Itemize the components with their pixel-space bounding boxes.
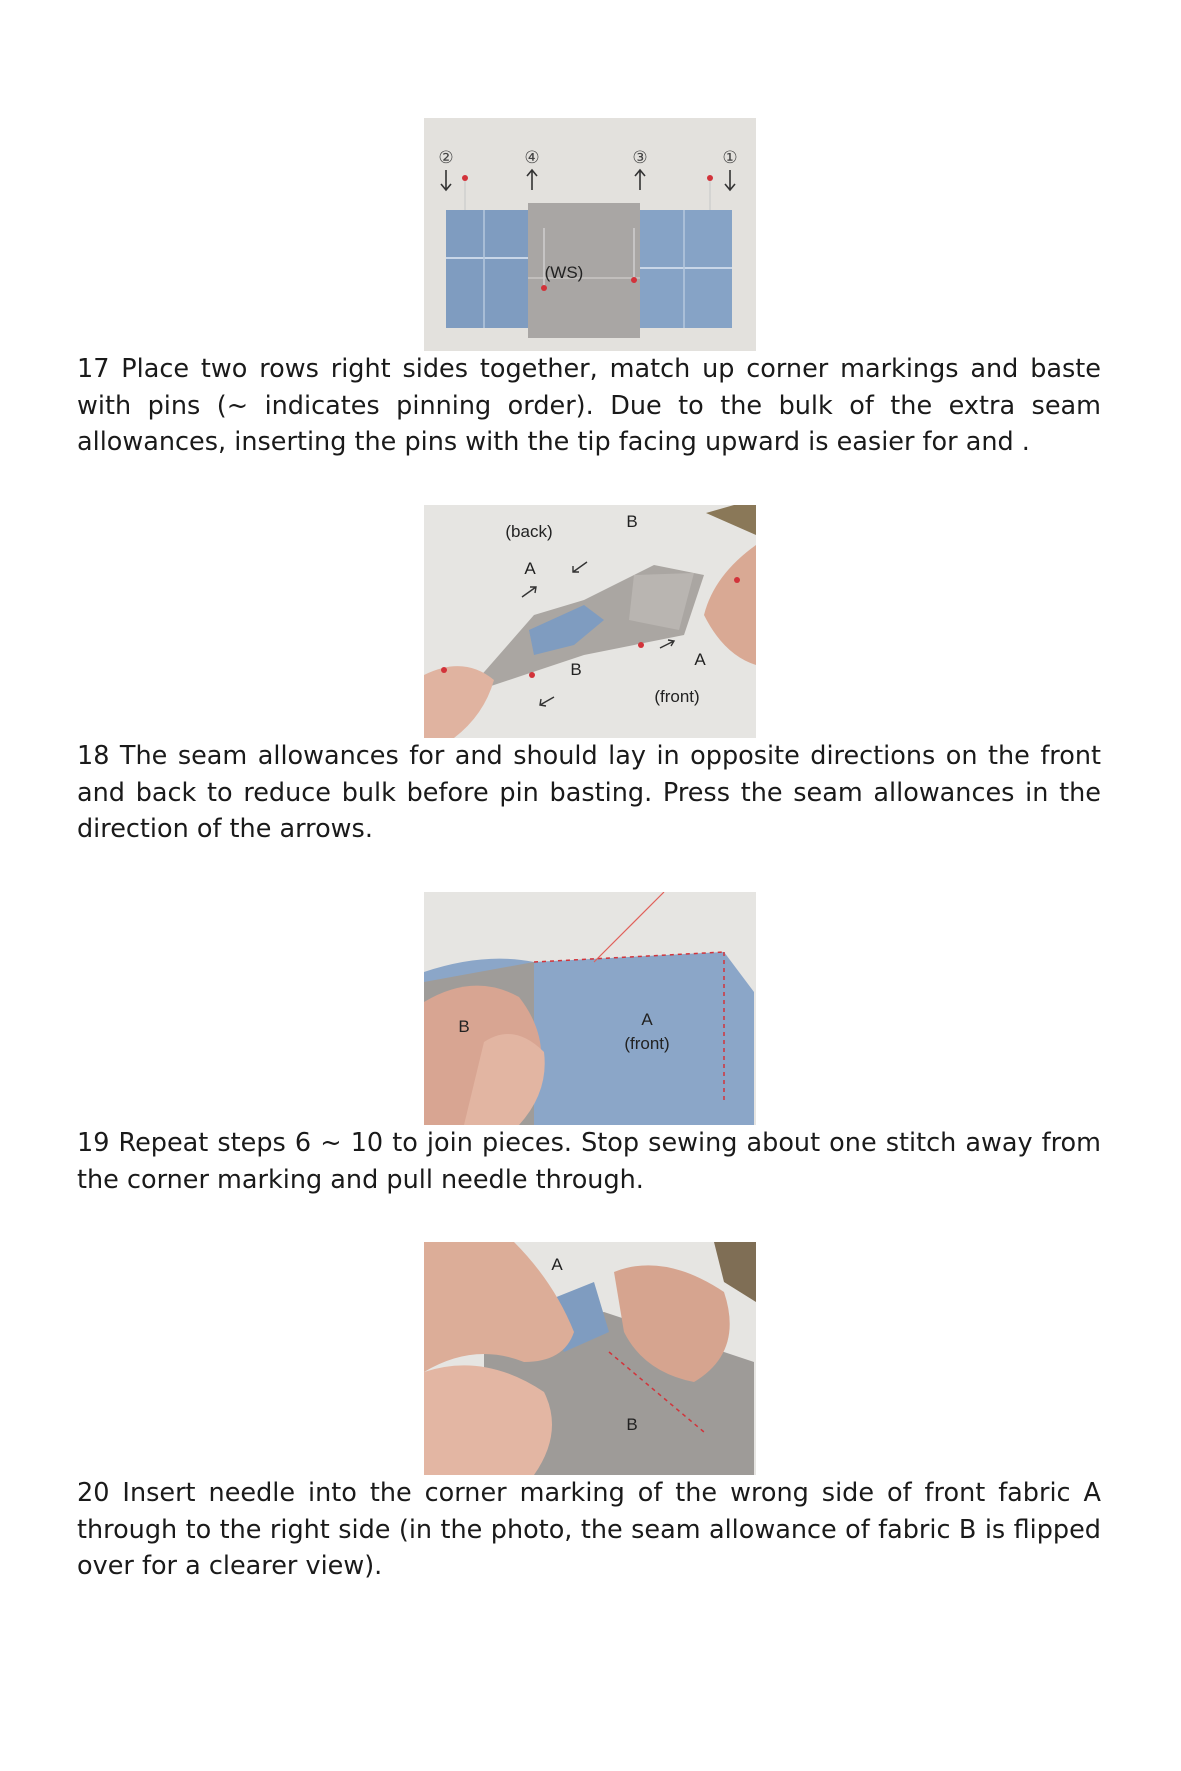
- step-17-photo: [424, 118, 756, 351]
- a-label: A: [551, 1255, 563, 1274]
- step-20-photo: [424, 1242, 756, 1475]
- a-right-label: A: [694, 650, 706, 669]
- order-2-label: ②: [438, 148, 454, 168]
- step-20-caption: 20 Insert needle into the corner marking of the wrong side of front fabric A through to the right side (in the photo, the seam allowance of fabric B is flipped over for a clearer view).: [77, 1478, 1101, 1581]
- b-top-label: B: [626, 512, 638, 531]
- front-label: (front): [654, 687, 700, 706]
- a-label: A: [641, 1010, 653, 1029]
- step-17-caption: 17 Place two rows right sides together, match up corner markings and baste with pins (~ indicates pinning order). Due to the bulk of the extra seam allowances, inserting the pins with the tip facing upward is easier for and .: [77, 354, 1101, 457]
- step-19-caption: 19 Repeat steps 6 ~ 10 to join pieces. Stop sewing about one stitch away from the corner marking and pull needle through.: [77, 1128, 1101, 1195]
- step-18-photo: [424, 505, 756, 738]
- b-bottom-label: B: [570, 660, 582, 679]
- b-label: B: [626, 1415, 638, 1434]
- ws-label: (WS): [544, 263, 584, 282]
- front-label: (front): [624, 1034, 670, 1053]
- order-3-label: ③: [632, 148, 648, 168]
- step-19-photo: [424, 892, 756, 1125]
- b-label: B: [458, 1017, 470, 1036]
- a-left-label: A: [524, 559, 536, 578]
- back-label: (back): [505, 522, 553, 541]
- order-1-label: ①: [722, 148, 738, 168]
- order-4-label: ④: [524, 148, 540, 168]
- step-18-caption: 18 The seam allowances for and should lay in opposite directions on the front and back to reduce bulk before pin basting. Press the seam allowances in the direction of the arrows.: [77, 741, 1101, 844]
